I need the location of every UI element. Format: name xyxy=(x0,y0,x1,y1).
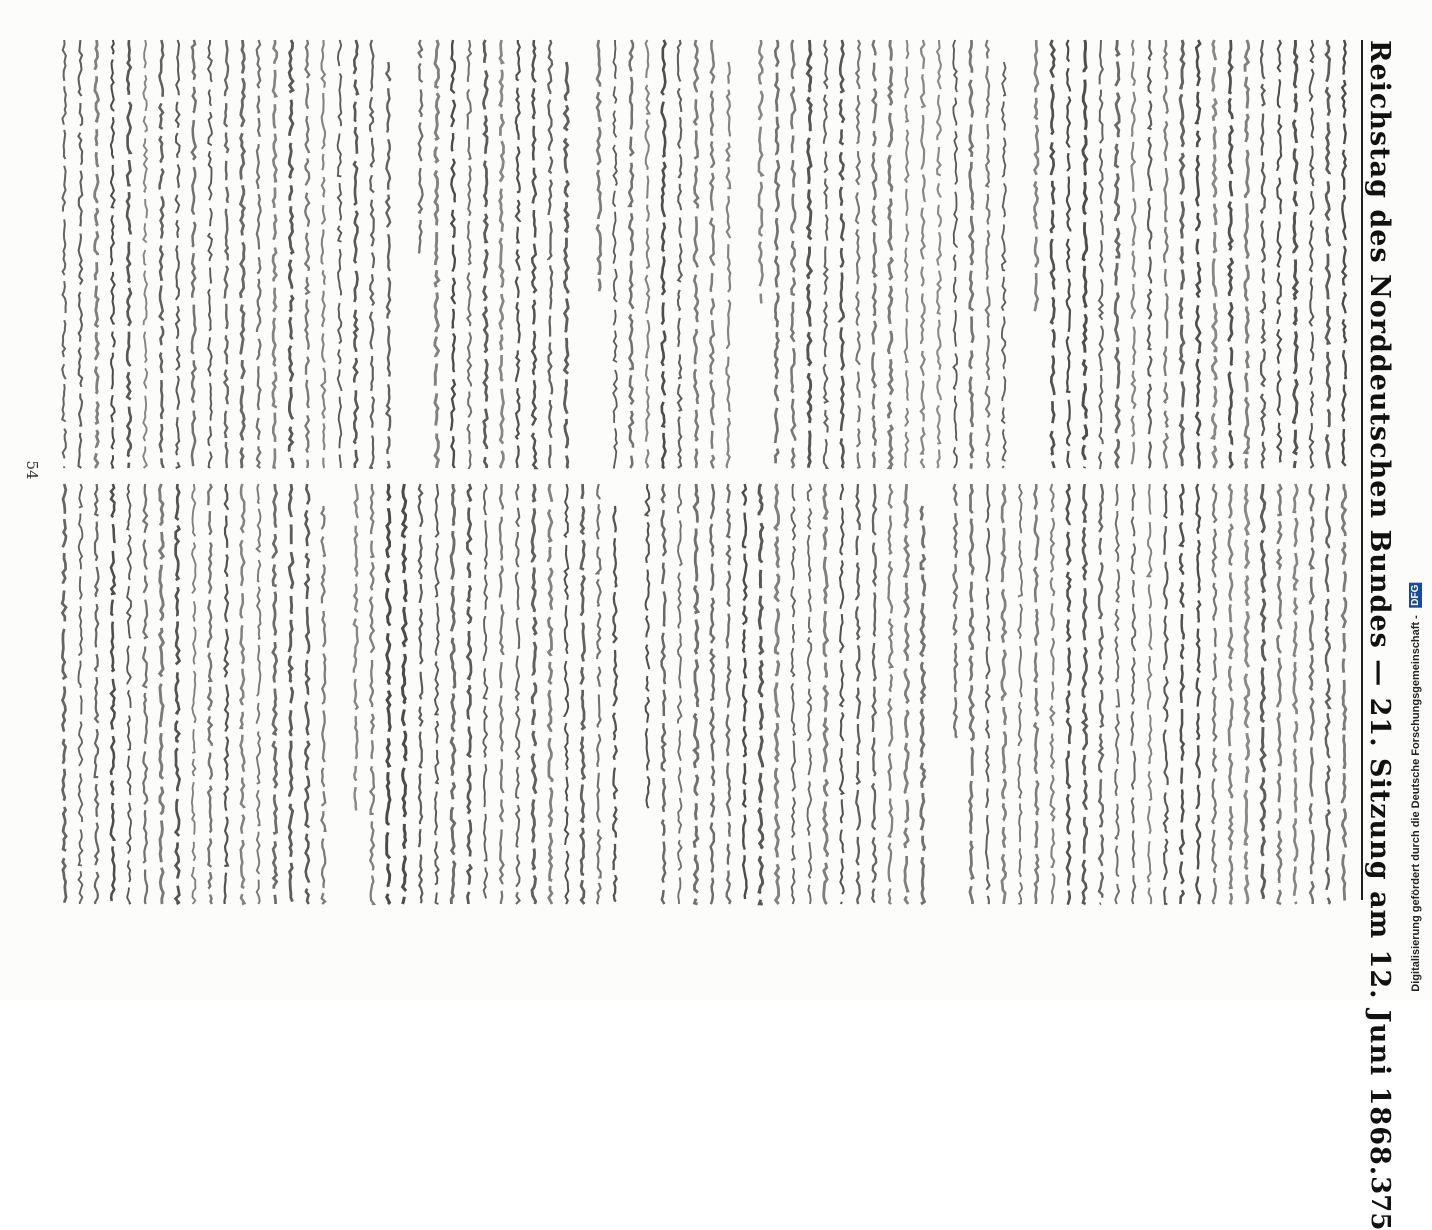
text-line xyxy=(662,40,666,468)
text-line xyxy=(532,484,536,904)
text-line xyxy=(1115,484,1119,904)
text-line xyxy=(694,484,698,904)
text-line xyxy=(1310,40,1314,468)
text-line xyxy=(856,484,860,904)
text-line xyxy=(986,40,990,468)
text-line xyxy=(921,506,925,904)
digitization-credit xyxy=(1409,583,1422,992)
text-line xyxy=(791,40,795,468)
text-line xyxy=(1002,484,1006,904)
text-line xyxy=(662,484,666,904)
text-line xyxy=(354,40,358,468)
text-line xyxy=(726,62,730,468)
text-line xyxy=(1132,484,1136,904)
text-line xyxy=(354,484,358,811)
text-line xyxy=(1229,484,1233,904)
text-line xyxy=(1148,40,1152,468)
text-line xyxy=(95,484,99,904)
text-line xyxy=(1148,484,1152,904)
text-line xyxy=(111,484,115,901)
text-line xyxy=(759,484,763,904)
text-line xyxy=(273,40,277,468)
text-line xyxy=(807,484,811,904)
text-line xyxy=(500,40,504,468)
text-line xyxy=(1294,40,1298,468)
text-line xyxy=(240,484,244,904)
text-line xyxy=(1083,484,1087,904)
text-column-right-lines xyxy=(55,484,1353,904)
text-line xyxy=(840,484,844,904)
text-line xyxy=(1099,484,1103,904)
text-line xyxy=(419,484,423,903)
text-line xyxy=(176,484,180,904)
text-line xyxy=(953,484,957,738)
text-line xyxy=(1196,484,1200,904)
text-line xyxy=(856,40,860,468)
text-line xyxy=(435,40,439,468)
text-line xyxy=(1083,40,1087,468)
text-line xyxy=(646,484,650,808)
text-line xyxy=(597,40,601,291)
text-line xyxy=(872,40,876,468)
text-line xyxy=(581,484,585,904)
text-line xyxy=(1277,40,1281,462)
text-line xyxy=(435,484,439,904)
text-line xyxy=(1067,40,1071,468)
rotated-page xyxy=(15,0,1415,1230)
text-line xyxy=(1067,484,1071,904)
text-line xyxy=(970,40,974,468)
text-line xyxy=(338,40,342,468)
text-line xyxy=(824,484,828,904)
text-line xyxy=(192,40,196,466)
text-line xyxy=(678,484,682,904)
text-line xyxy=(1196,40,1200,468)
text-line xyxy=(159,40,163,468)
text-line xyxy=(824,40,828,468)
text-line xyxy=(79,484,83,904)
text-line xyxy=(516,484,520,904)
text-line xyxy=(613,40,617,468)
text-line xyxy=(386,484,390,904)
text-line xyxy=(727,484,731,904)
text-line xyxy=(1180,40,1184,466)
text-line xyxy=(613,506,617,901)
text-line xyxy=(467,40,471,468)
text-line xyxy=(888,484,892,904)
text-line xyxy=(402,484,406,904)
text-line xyxy=(1342,40,1346,466)
text-line xyxy=(224,484,228,904)
text-line xyxy=(95,40,99,468)
text-line xyxy=(451,484,455,904)
text-line xyxy=(565,484,569,904)
text-line xyxy=(419,40,423,253)
text-line xyxy=(451,40,455,468)
text-line xyxy=(321,506,325,904)
text-line xyxy=(257,484,261,904)
text-line xyxy=(532,40,536,468)
text-line xyxy=(1229,40,1233,468)
text-line xyxy=(1245,40,1249,468)
text-line xyxy=(921,40,925,468)
text-line xyxy=(1132,40,1136,464)
text-line xyxy=(1342,484,1346,901)
text-line xyxy=(289,484,293,902)
text-line xyxy=(192,484,196,904)
text-line xyxy=(646,40,650,468)
text-line xyxy=(208,40,212,468)
text-line xyxy=(127,40,131,468)
page-number: 375 xyxy=(1365,1176,1395,1230)
text-column-right xyxy=(55,484,1353,904)
text-line xyxy=(483,484,487,898)
text-line xyxy=(710,40,714,468)
dfg-logo: DFG xyxy=(1410,585,1421,607)
text-line xyxy=(208,484,212,904)
text-line xyxy=(1326,40,1330,468)
text-line xyxy=(484,40,488,468)
text-line xyxy=(775,484,779,904)
text-line xyxy=(224,40,228,468)
text-line xyxy=(807,40,811,468)
text-line xyxy=(969,484,973,904)
text-line xyxy=(321,40,325,468)
text-line xyxy=(872,484,876,903)
text-line xyxy=(1099,40,1103,468)
text-line xyxy=(694,40,698,468)
text-line xyxy=(1261,484,1265,899)
text-line xyxy=(257,40,261,468)
text-column-left-lines xyxy=(55,40,1353,468)
text-line xyxy=(1261,40,1265,468)
text-line xyxy=(62,40,66,468)
text-line xyxy=(370,484,374,904)
text-line xyxy=(791,484,795,904)
text-line xyxy=(548,484,552,904)
text-line xyxy=(127,484,131,904)
text-line xyxy=(1326,484,1330,904)
text-line xyxy=(159,484,163,904)
text-line xyxy=(176,40,180,468)
text-line xyxy=(1212,40,1216,468)
text-line xyxy=(743,484,747,899)
text-line xyxy=(629,40,633,468)
text-line xyxy=(548,40,552,468)
text-line xyxy=(305,484,309,904)
header-title: Reichstag des Norddeutschen Bundes — 21. Sitzung am 12. Juni 1868. xyxy=(1364,40,1396,1177)
text-line xyxy=(62,484,66,902)
text-column-left xyxy=(55,40,1353,468)
text-line xyxy=(1034,484,1038,904)
text-line xyxy=(143,484,147,904)
text-line xyxy=(111,40,115,468)
text-line xyxy=(597,484,601,904)
text-line xyxy=(775,40,779,463)
signature-mark: 54 xyxy=(23,460,41,480)
text-line xyxy=(386,62,390,468)
text-line xyxy=(1164,40,1168,468)
text-line xyxy=(1002,62,1006,468)
text-line xyxy=(564,62,568,468)
text-line xyxy=(1245,484,1249,904)
text-line xyxy=(840,40,844,468)
text-line xyxy=(289,40,293,468)
text-line xyxy=(1277,484,1281,904)
text-line xyxy=(1115,40,1119,468)
text-line xyxy=(78,40,82,468)
credit-text: Digitalisierung gefördert durch die Deutsche Forschungsgemeinschaft - xyxy=(1410,615,1422,992)
text-line xyxy=(905,40,909,468)
text-line xyxy=(678,40,682,468)
text-line xyxy=(937,40,941,468)
text-line xyxy=(1018,484,1022,904)
text-line xyxy=(759,40,763,303)
text-line xyxy=(241,40,245,468)
text-line xyxy=(1294,484,1298,904)
running-header xyxy=(1361,40,1397,1230)
text-line xyxy=(467,484,471,904)
text-line xyxy=(1050,484,1054,904)
text-line xyxy=(1164,484,1168,904)
text-line xyxy=(305,40,309,468)
text-line xyxy=(516,40,520,468)
text-line xyxy=(888,40,892,468)
text-line xyxy=(710,484,714,904)
text-line xyxy=(143,40,147,468)
text-line xyxy=(1180,484,1184,904)
text-line xyxy=(905,484,909,904)
text-line xyxy=(1212,484,1216,904)
text-line xyxy=(986,484,990,904)
text-line xyxy=(1051,40,1055,468)
text-line xyxy=(500,484,504,904)
text-line xyxy=(1034,40,1038,311)
text-line xyxy=(953,40,957,468)
text-line xyxy=(273,484,277,904)
text-line xyxy=(370,40,374,468)
text-line xyxy=(1310,484,1314,904)
